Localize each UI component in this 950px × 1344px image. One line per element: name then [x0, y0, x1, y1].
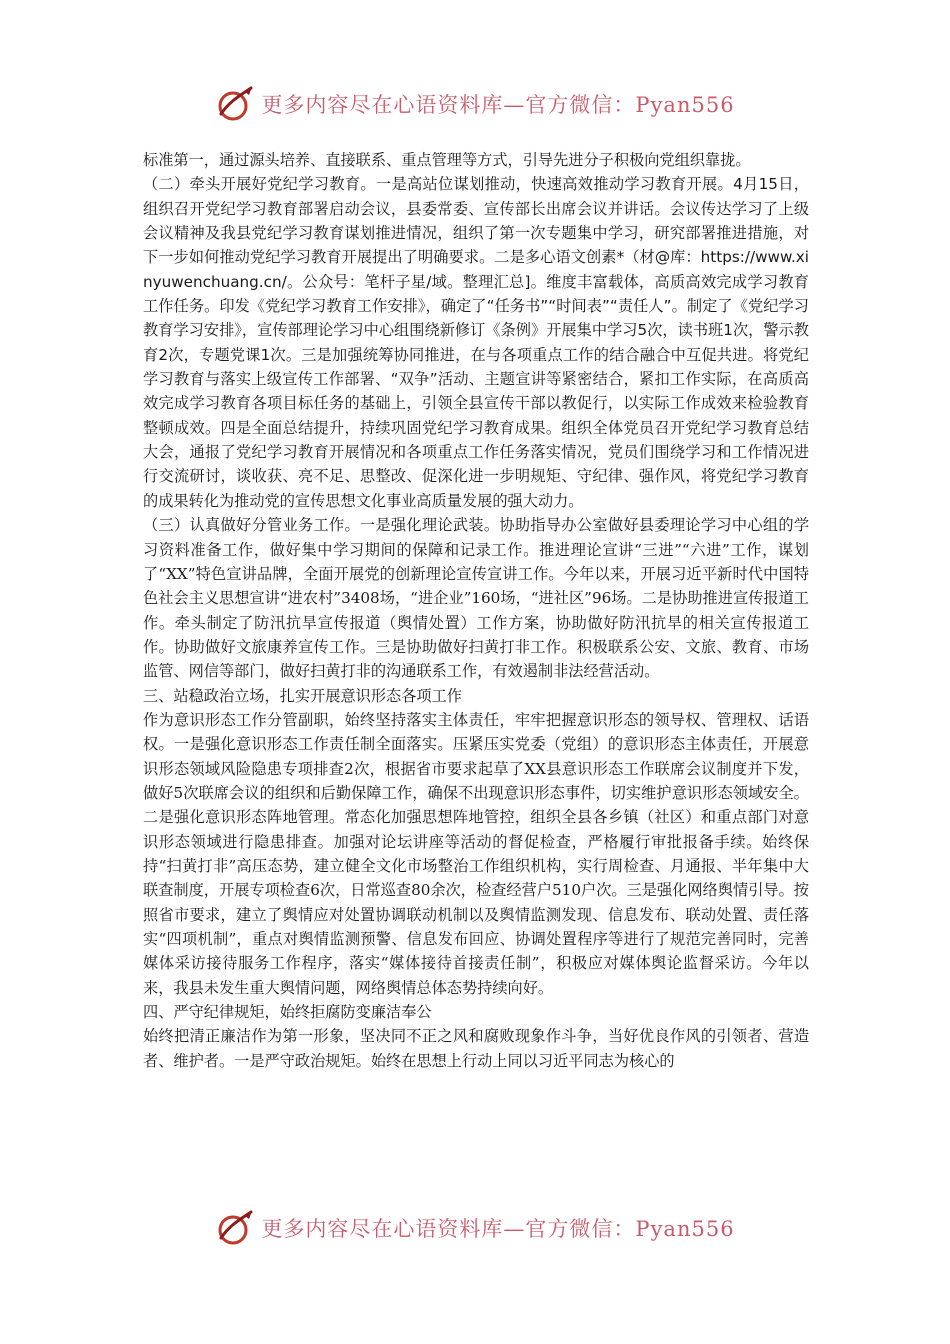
paragraph-1: 标准第一，通过源头培养、直接联系、重点管理等方式，引导先进分子积极向党组织靠拢。 [143, 151, 751, 169]
footer-watermark-text: 更多内容尽在心语资料库—官方微信：Pyan556 [261, 1217, 735, 1241]
header-watermark-banner [0, 82, 950, 126]
header-watermark-text: 更多内容尽在心语资料库—官方微信：Pyan556 [261, 93, 735, 117]
paragraph-5: 始终把清正廉洁作为第一形象，坚决同不正之风和腐败现象作斗争，当好优良作风的引领者、营造者、维护者。一是严守政治规矩。始终在思想上行动上同以习近平同志为核心的 [143, 1027, 809, 1070]
section-heading-4: 四、严守纪律规矩，始终拒腐防变廉洁奉公 [143, 1003, 432, 1022]
paragraph-2: （二）牵头开展好党纪学习教育。一是高站位谋划推动，快速高效推动学习教育开展。4月15日，组织召开党纪学习教育部署启动会议，县委常委、宣传部长出席会议并讲话。会议传达学习了上级会议精神及我县党纪学习教育谋划推进情况，组织了第一次专题集中学习，研究部署推进措施，对下一步如何推动党纪学习教育开展提出了明确要求。二是多心语文创素*（材@库：https://www.xinyuwenchuang.cn/。公众号：笔杆子星/域。整理汇总]。维度丰富载体，高质高效完成学习教育工作任务。印发《党纪学习教育工作安排》，确定了“任务书”“时间表”“责任人”。制定了《党纪学习教育学习安排》，宣传部理论学习中心组围绕新修订《条例》开展集中学习5次，读书班1次，警示教育2次，专题党课1次。三是加强统筹协同推进，在与各项重点工作的结合融合中互促共进。将党纪学习教育与落实上级宣传工作部署、“双争”活动、主题宣讲等紧密结合，紧扣工作实际，在高质高效完成学习教育各项目标任务的基础上，引领全县宣传干部以教促行，以实际工作成效来检验教育整顿成效。四是全面总结提升，持续巩固党纪学习教育成果。组织全体党员召开党纪学习教育总结大会，通报了党纪学习教育开展情况和各项重点工作任务落实情况，党员们围绕学习和工作情况进行交流研讨，谈收获、亮不足、思整改、促深化进一步明规矩、守纪律、强作风，将党纪学习教育的成果转化为推动党的宣传思想文化事业高质量发展的强大动力。 [143, 175, 809, 510]
section-heading-3: 三、站稳政治立场，扎实开展意识形态各项工作 [143, 686, 462, 705]
paragraph-3: （三）认真做好分管业务工作。一是强化理论武装。协助指导办公室做好县委理论学习中心组的学习资料准备工作，做好集中学习期间的保障和记录工作。推进理论宣讲“三进”“六进”工作，谋划了“XX”特色宣讲品牌，全面开展党的创新理论宣传宣讲工作。今年以来，开展习近平新时代中国特色社会主义思想宣讲“进农村”3408场，“进企业”160场，“进社区”96场。二是协助推进宣传报道工作。牵头制定了防汛抗旱宣传报道（舆情处置）工作方案，协助做好防汛抗旱的相关宣传报道工作。协助做好文旅康养宣传工作。三是协助做好扫黄打非工作。积极联系公安、文旅、教育、市场监管、网信等部门，做好扫黄打非的沟通联系工作，有效遏制非法经营活动。 [143, 516, 809, 681]
document-body [143, 148, 809, 1073]
brush-logo-icon [215, 84, 255, 124]
brush-logo-icon [215, 1208, 255, 1248]
paragraph-4: 作为意识形态工作分管副职，始终坚持落实主体责任，牢牢把握意识形态的领导权、管理权、话语权。一是强化意识形态工作责任制全面落实。压紧压实党委（党组）的意识形态主体责任，开展意识形态领域风险隐患专项排查2次，根据省市要求起草了XX县意识形态工作联席会议制度并下发，做好5次联席会议的组织和后勤保障工作，确保不出现意识形态事件，切实维护意识形态领域安全。二是强化意识形态阵地管理。常态化加强思想阵地管控，组织全县各乡镇（社区）和重点部门对意识形态领域进行隐患排查。加强对论坛讲座等活动的督促检查，严格履行审批报备手续。始终保持“扫黄打非”高压态势，建立健全文化市场整治工作组织机构，实行周检查、月通报、半年集中大联查制度，开展专项检查6次，日常巡查80余次，检查经营户510户次。三是强化网络舆情引导。按照省市要求，建立了舆情应对处置协调联动机制以及舆情监测发现、信息发布、联动处置、责任落实“四项机制”，重点对舆情监测预警、信息发布回应、协调处置程序等进行了规范完善同时，完善媒体采访接待服务工作程序，落实“媒体接待首接责任制”，积极应对媒体舆论监督采访。今年以来，我县未发生重大舆情问题，网络舆情总体态势持续向好。 [143, 710, 809, 997]
footer-watermark-banner [0, 1206, 950, 1250]
